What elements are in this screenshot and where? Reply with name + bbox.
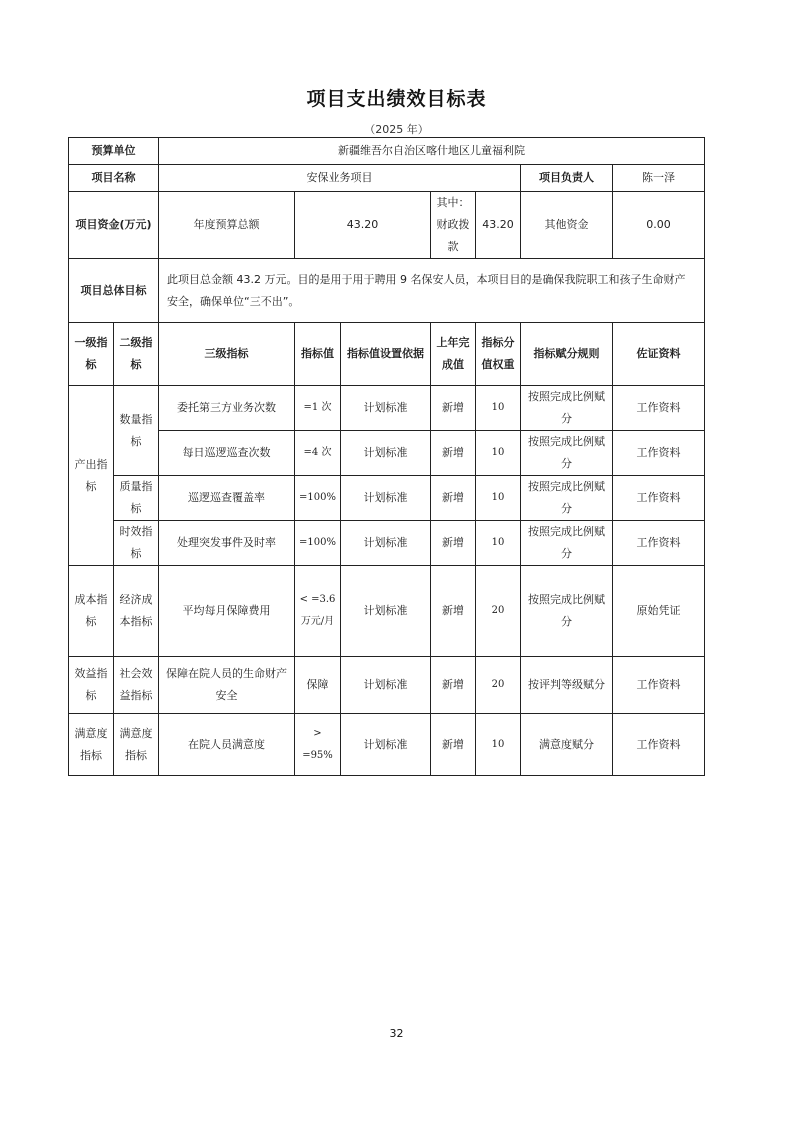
table-row	[69, 386, 705, 431]
col-level1: 一级指标	[69, 323, 114, 386]
level2-cell: 数量指标	[114, 386, 159, 476]
last-year-cell: 新增	[431, 566, 476, 657]
budget-unit-label: 预算单位	[69, 138, 159, 165]
value-cell: =100%	[295, 476, 341, 521]
goal-row	[69, 259, 705, 323]
rule-cell: 按评判等级赋分	[521, 657, 613, 714]
leader-label: 项目负责人	[521, 165, 613, 192]
other-funds-label: 其他资金	[521, 192, 613, 259]
level2-cell: 时效指标	[114, 521, 159, 566]
budget-unit-value: 新疆维吾尔自治区喀什地区儿童福利院	[159, 138, 705, 165]
rule-cell: 按照完成比例赋分	[521, 476, 613, 521]
evidence-cell: 工作资料	[613, 386, 705, 431]
goal-text: 此项目总金额 43.2 万元。目的是用于用于聘用 9 名保安人员，本项目目的是确保我院职工和孩子生命财产安全，确保单位“三不出”。	[159, 259, 705, 323]
col-rule: 指标赋分规则	[521, 323, 613, 386]
level2-cell: 经济成本指标	[114, 566, 159, 657]
weight-cell: 10	[476, 714, 521, 776]
evidence-cell: 工作资料	[613, 431, 705, 476]
weight-cell: 20	[476, 657, 521, 714]
basis-cell: 计划标准	[341, 521, 431, 566]
annual-total-value: 43.20	[295, 192, 431, 259]
level3-cell: 处理突发事件及时率	[159, 521, 295, 566]
value-cell: 保障	[295, 657, 341, 714]
weight-cell: 10	[476, 476, 521, 521]
level3-cell: 委托第三方业务次数	[159, 386, 295, 431]
col-value: 指标值	[295, 323, 341, 386]
level2-cell: 社会效益指标	[114, 657, 159, 714]
rule-cell: 按照完成比例赋分	[521, 386, 613, 431]
fiscal-value: 43.20	[476, 192, 521, 259]
rule-cell: 满意度赋分	[521, 714, 613, 776]
basis-cell: 计划标准	[341, 476, 431, 521]
project-name-row	[69, 165, 705, 192]
evidence-cell: 工作资料	[613, 476, 705, 521]
level3-cell: 巡逻巡查覆盖率	[159, 476, 295, 521]
evidence-cell: 工作资料	[613, 714, 705, 776]
last-year-cell: 新增	[431, 431, 476, 476]
value-cell: =4 次	[295, 431, 341, 476]
last-year-cell: 新增	[431, 386, 476, 431]
last-year-cell: 新增	[431, 657, 476, 714]
level1-cell: 满意度指标	[69, 714, 114, 776]
level2-cell: 质量指标	[114, 476, 159, 521]
basis-cell: 计划标准	[341, 714, 431, 776]
weight-cell: 10	[476, 386, 521, 431]
goal-label: 项目总体目标	[69, 259, 159, 323]
year-label: （2025 年）	[364, 123, 429, 136]
basis-cell: 计划标准	[341, 431, 431, 476]
value-cell: =1 次	[295, 386, 341, 431]
level3-cell: 在院人员满意度	[159, 714, 295, 776]
level1-cell: 产出指标	[69, 386, 114, 566]
weight-cell: 10	[476, 431, 521, 476]
level3-cell: 保障在院人员的生命财产安全	[159, 657, 295, 714]
basis-cell: 计划标准	[341, 566, 431, 657]
table-row	[69, 476, 705, 521]
level3-cell: 每日巡逻巡查次数	[159, 431, 295, 476]
level1-cell: 成本指标	[69, 566, 114, 657]
fund-row	[69, 192, 705, 259]
value-cell: =100%	[295, 521, 341, 566]
table-row	[69, 657, 705, 714]
level2-cell: 满意度指标	[114, 714, 159, 776]
evidence-cell: 工作资料	[613, 521, 705, 566]
other-funds-value: 0.00	[613, 192, 705, 259]
weight-cell: 20	[476, 566, 521, 657]
table-row	[69, 714, 705, 776]
col-basis: 指标值设置依据	[341, 323, 431, 386]
last-year-cell: 新增	[431, 476, 476, 521]
basis-cell: 计划标准	[341, 386, 431, 431]
level3-cell: 平均每月保障费用	[159, 566, 295, 657]
page-number: 32	[389, 1027, 404, 1040]
rule-cell: 按照完成比例赋分	[521, 431, 613, 476]
col-level2: 二级指标	[114, 323, 159, 386]
col-weight: 指标分值权重	[476, 323, 521, 386]
basis-cell: 计划标准	[341, 657, 431, 714]
table-row	[69, 566, 705, 657]
level1-cell: 效益指标	[69, 657, 114, 714]
annual-total-label: 年度预算总额	[159, 192, 295, 259]
last-year-cell: 新增	[431, 714, 476, 776]
budget-unit-row	[69, 138, 705, 165]
last-year-cell: 新增	[431, 521, 476, 566]
rule-cell: 按照完成比例赋分	[521, 566, 613, 657]
performance-table	[68, 137, 705, 776]
project-name-value: 安保业务项目	[159, 165, 521, 192]
col-last-year: 上年完成值	[431, 323, 476, 386]
table-row	[69, 521, 705, 566]
page-title: 项目支出绩效目标表	[306, 88, 487, 110]
col-evidence: 佐证资料	[613, 323, 705, 386]
evidence-cell: 工作资料	[613, 657, 705, 714]
col-level3: 三级指标	[159, 323, 295, 386]
weight-cell: 10	[476, 521, 521, 566]
rule-cell: 按照完成比例赋分	[521, 521, 613, 566]
fiscal-label: 其中：财政拨款	[431, 192, 476, 259]
project-name-label: 项目名称	[69, 165, 159, 192]
value-cell: < =3.6 万元/月	[295, 566, 341, 657]
column-header-row	[69, 323, 705, 386]
table-row	[69, 431, 705, 476]
fund-label: 项目资金(万元)	[69, 192, 159, 259]
value-cell: > =95%	[295, 714, 341, 776]
evidence-cell: 原始凭证	[613, 566, 705, 657]
leader-value: 陈一泽	[613, 165, 705, 192]
